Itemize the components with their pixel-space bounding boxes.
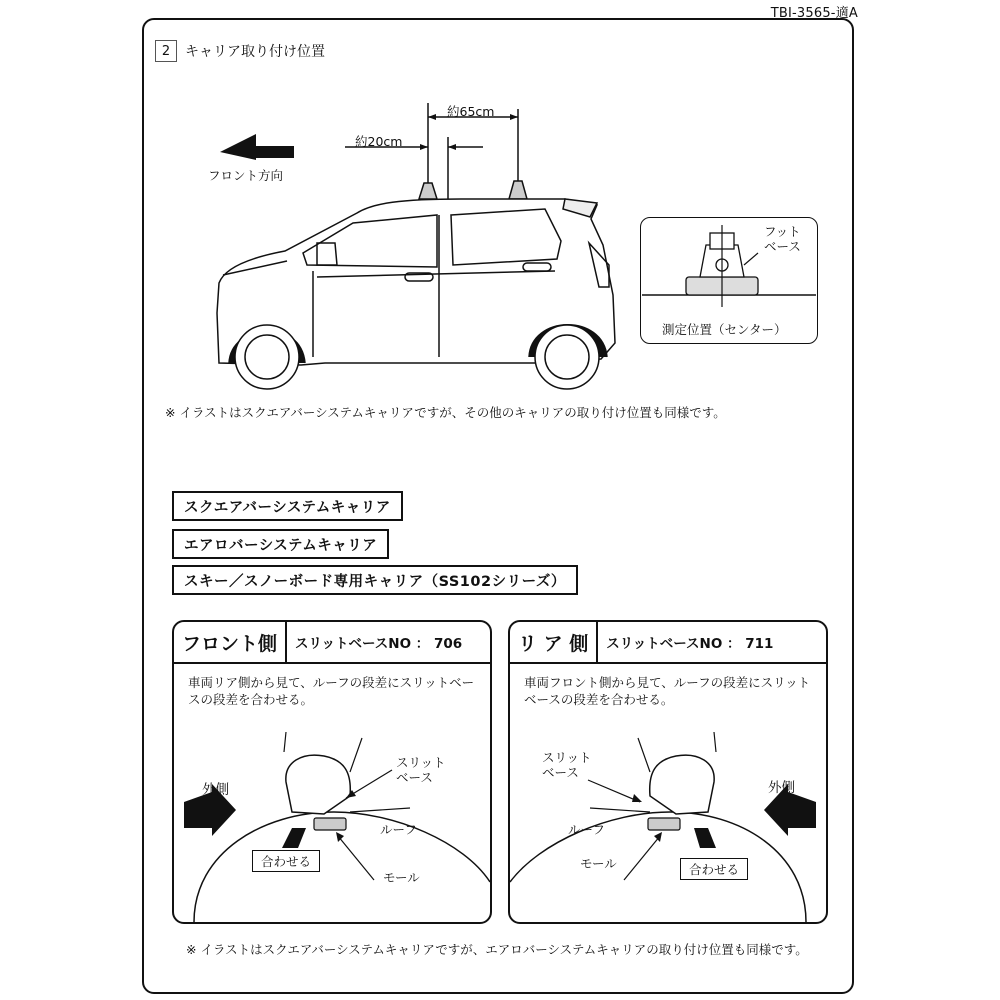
section-number: 2 [155, 40, 177, 62]
front-mole-label: モール [383, 870, 420, 885]
front-slit-base-line1: スリット [396, 755, 446, 770]
foot-base-label [764, 224, 801, 254]
foot-base-line2: ベース [764, 239, 801, 254]
front-outside-label: 外側 [202, 782, 229, 798]
rear-slit-base-line1: スリット [542, 750, 592, 765]
carrier-type-aero-bar: エアロバーシステムキャリア [172, 529, 389, 559]
front-side-panel [172, 620, 492, 924]
front-slit-base-line2: ベース [396, 770, 433, 785]
section-heading [155, 40, 325, 62]
front-slit-base-label [396, 755, 446, 785]
rear-side-panel [508, 620, 828, 924]
rear-panel-title: リ ア 側 [510, 622, 598, 662]
section-title: キャリア取り付け位置 [185, 44, 325, 60]
rear-mole-label: モール [580, 856, 617, 871]
front-align-label: 合わせる [252, 850, 320, 872]
front-direction-label: フロント方向 [208, 168, 284, 183]
carrier-type-ski-snowboard: スキー／スノーボード専用キャリア（SS102シリーズ） [172, 565, 578, 595]
car-illustration [205, 95, 625, 395]
rear-slit-base-line2: ベース [542, 765, 579, 780]
note-top: ※ イラストはスクエアバーシステムキャリアですが、その他のキャリアの取り付け位置も同様です。 [165, 405, 726, 420]
carrier-type-square-bar: スクエアバーシステムキャリア [172, 491, 403, 521]
front-panel-title: フロント側 [174, 622, 287, 662]
rear-outside-label: 外側 [768, 780, 795, 796]
rear-panel-description: 車両フロント側から見て、ルーフの段差にスリットベースの段差を合わせる。 [524, 675, 811, 707]
rear-slit-base-label [542, 750, 592, 780]
foot-base-line1: フット [764, 224, 801, 239]
rear-roof-label: ルーフ [568, 822, 605, 837]
front-roof-label: ルーフ [380, 822, 417, 837]
document-code: TBI-3565-適A [770, 6, 858, 21]
dimension-20cm: 約20cm [355, 134, 403, 149]
front-panel-spec: スリットベースNO ： 706 [295, 636, 463, 652]
measure-position-label: 測定位置（センター） [662, 322, 787, 337]
front-panel-description: 車両リア側から見て、ルーフの段差にスリットベースの段差を合わせる。 [188, 675, 475, 707]
dimension-65cm: 約65cm [447, 104, 495, 119]
rear-align-label: 合わせる [680, 858, 748, 880]
note-bottom: ※ イラストはスクエアバーシステムキャリアですが、エアロバーシステムキャリアの取り付け位置も同様です。 [186, 942, 808, 957]
rear-panel-spec: スリットベースNO ： 711 [606, 636, 774, 652]
